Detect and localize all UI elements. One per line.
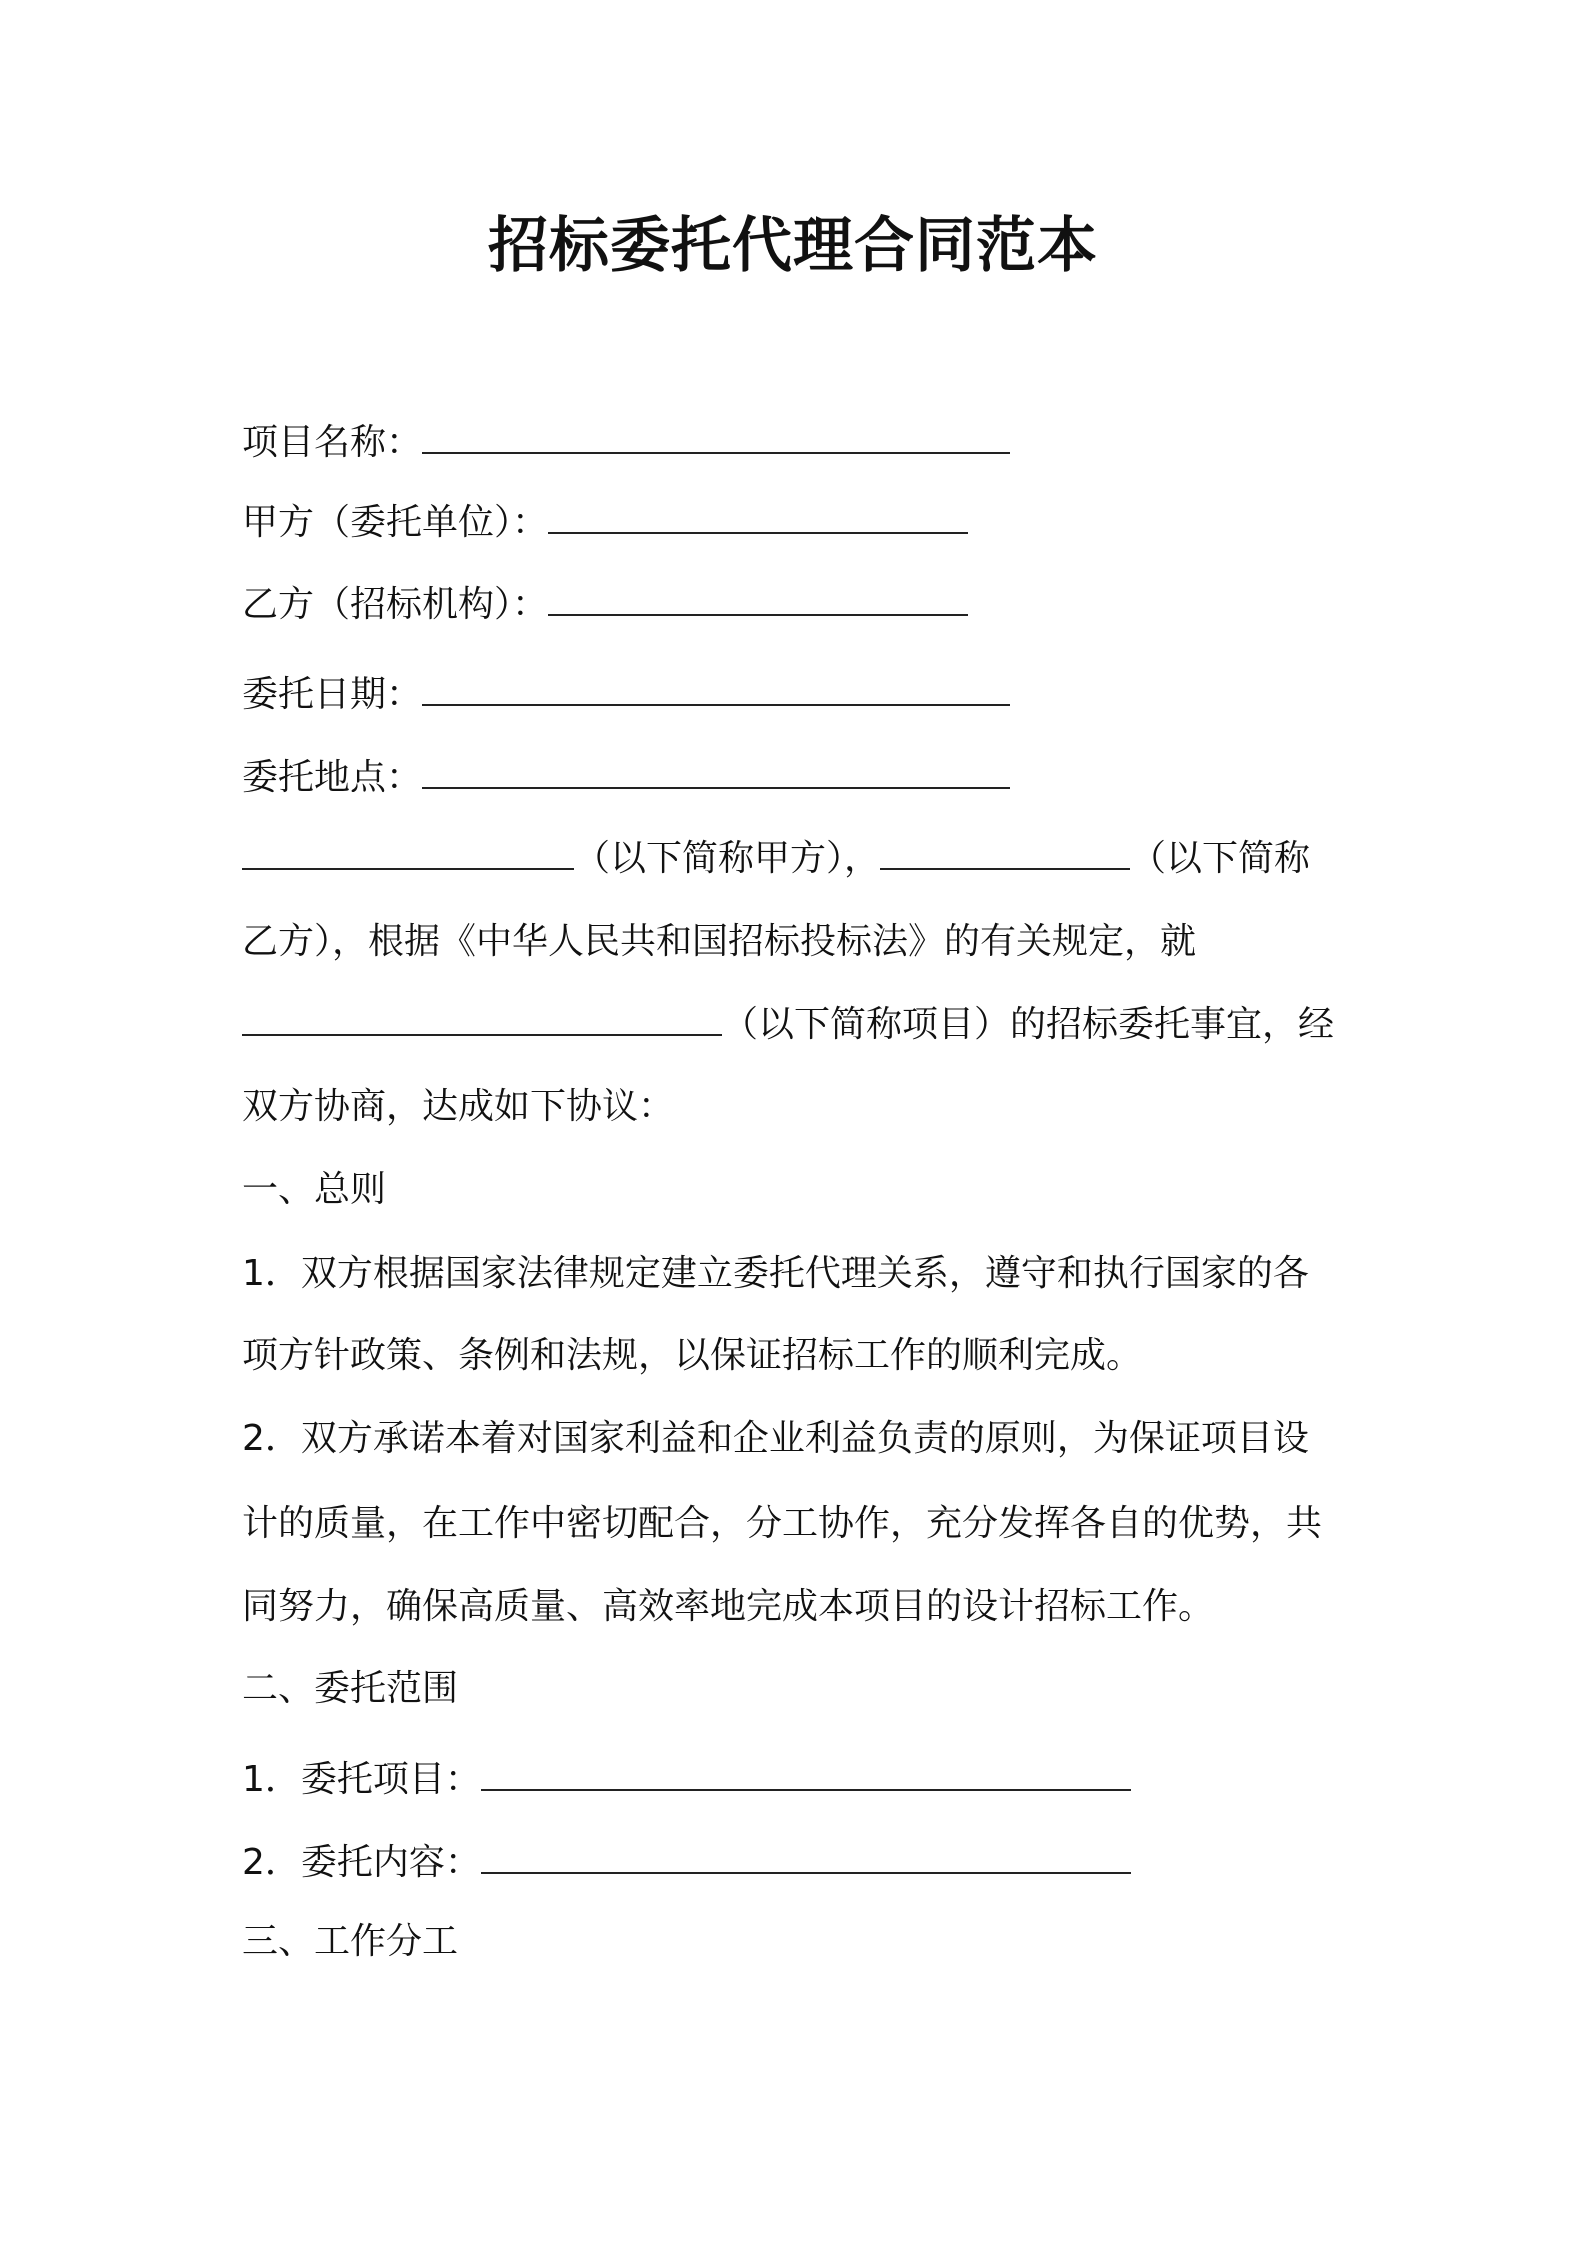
section-1-heading: 一、总则: [242, 1169, 387, 1210]
field-party-a: [242, 498, 1362, 547]
blank-underline: [548, 580, 968, 616]
preamble-text: （以下简称甲方），: [574, 838, 881, 879]
field-label: 委托地点：: [242, 757, 423, 798]
blank-underline: [422, 670, 1010, 706]
field-label: 甲方（委托单位）：: [242, 502, 549, 543]
blank-underline: [481, 1838, 1131, 1874]
blank-underline: [880, 834, 1130, 870]
field-date: [242, 670, 1362, 719]
section-1-item-1-line-2: 项方针政策、条例和法规，以保证招标工作的顺利完成。: [242, 1335, 1143, 1376]
preamble-text: （以下简称: [1130, 838, 1311, 879]
section-1-item-2-line-3: 同努力，确保高质量、高效率地完成本项目的设计招标工作。: [242, 1586, 1215, 1627]
section-2-heading: 二、委托范围: [242, 1668, 459, 1709]
preamble-line-2: 乙方），根据《中华人民共和国招标投标法》的有关规定，就: [242, 921, 1197, 962]
blank-underline: [242, 1000, 722, 1036]
preamble-line-1: [242, 834, 1362, 883]
preamble-text: （以下简称项目）的招标委托事宜，经: [722, 1004, 1335, 1045]
section-2-item-2: [242, 1838, 1362, 1887]
field-label: 项目名称：: [242, 422, 423, 463]
preamble-line-4: 双方协商，达成如下协议：: [242, 1086, 675, 1127]
section-1-item-2-line-2: 计的质量，在工作中密切配合，分工协作，充分发挥各自的优势，共: [242, 1503, 1323, 1544]
section-1-item-2-line-1: 2．双方承诺本着对国家利益和企业利益负责的原则，为保证项目设: [242, 1418, 1309, 1459]
document-title: 招标委托代理合同范本: [488, 211, 1098, 281]
item-label: 2．委托内容：: [242, 1842, 481, 1883]
blank-underline: [422, 418, 1010, 454]
field-label: 委托日期：: [242, 674, 423, 715]
field-label: 乙方（招标机构）：: [242, 584, 549, 625]
field-place: [242, 753, 1362, 802]
blank-underline: [548, 498, 968, 534]
blank-underline: [481, 1755, 1131, 1791]
section-3-heading: 三、工作分工: [242, 1921, 459, 1962]
blank-underline: [242, 834, 574, 870]
preamble-line-3: [242, 1000, 1362, 1049]
item-label: 1．委托项目：: [242, 1759, 481, 1800]
section-1-item-1-line-1: 1．双方根据国家法律规定建立委托代理关系，遵守和执行国家的各: [242, 1253, 1309, 1294]
section-2-item-1: [242, 1755, 1362, 1804]
blank-underline: [422, 753, 1010, 789]
field-party-b: [242, 580, 1362, 629]
field-project-name: [242, 418, 1362, 467]
